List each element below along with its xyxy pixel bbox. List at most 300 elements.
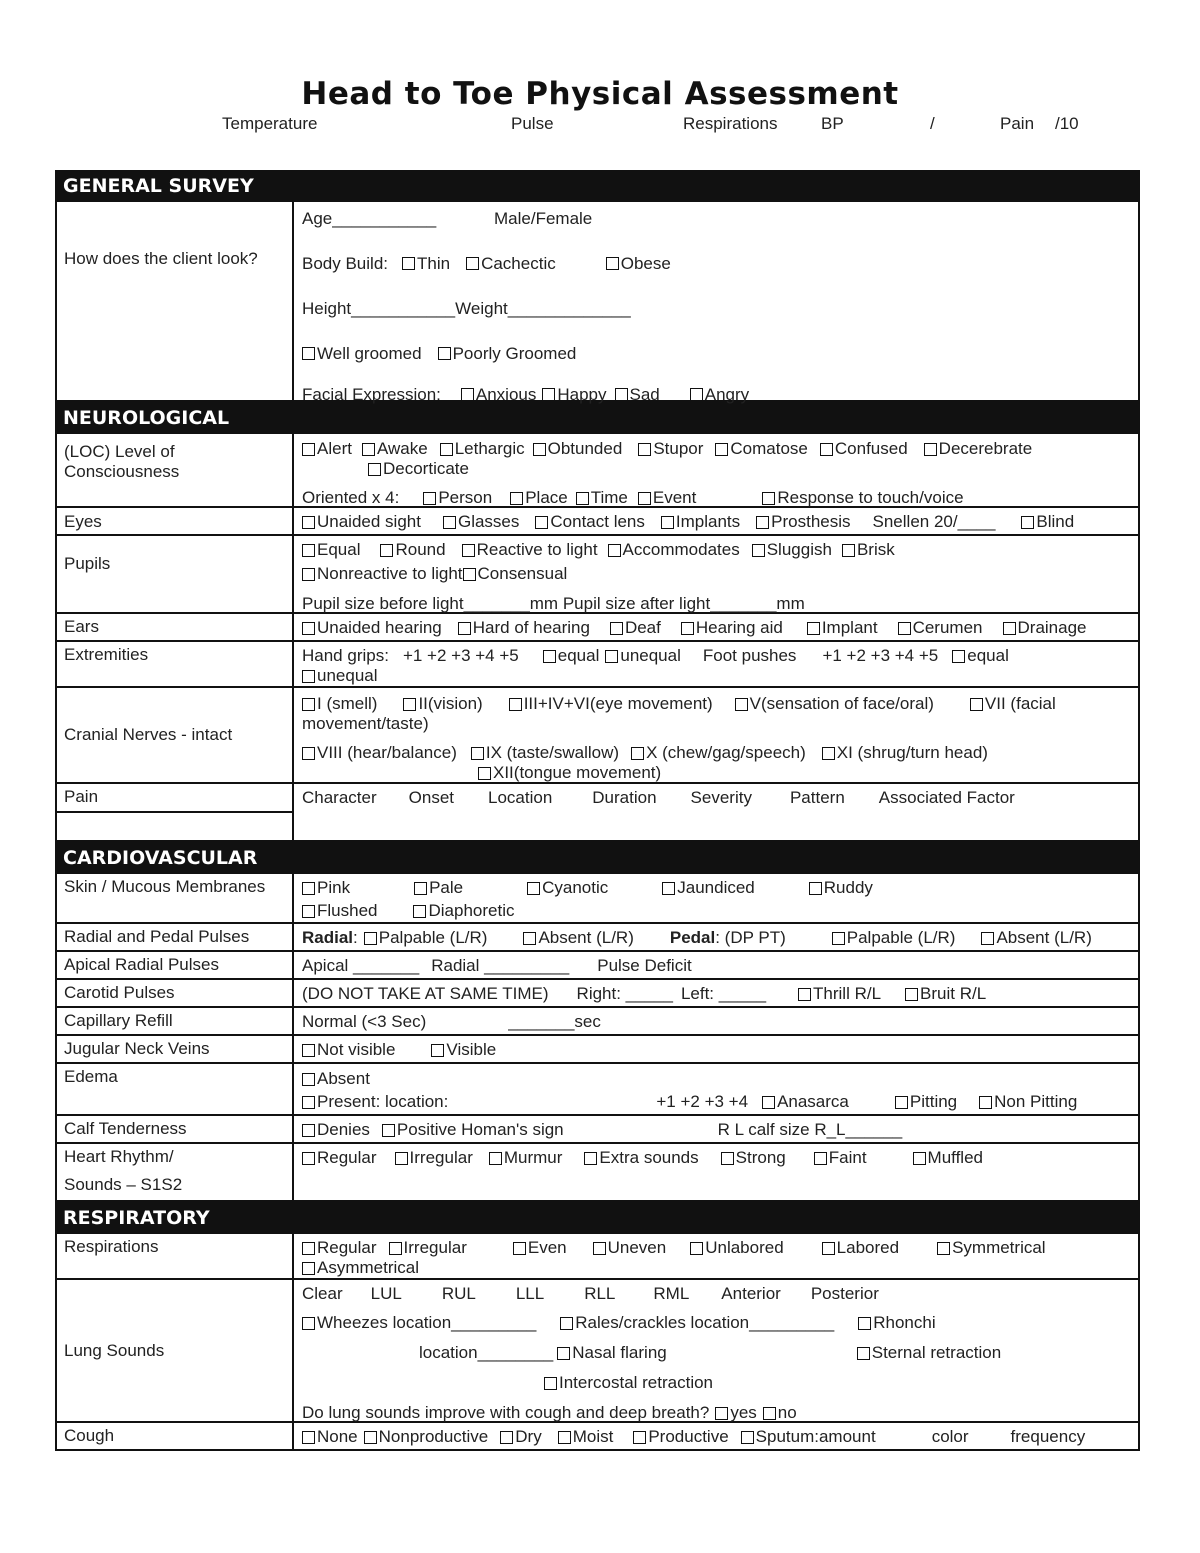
option-label: Prosthesis — [771, 512, 851, 531]
height-field[interactable]: Height___________ — [302, 298, 456, 318]
option-label: Thin — [417, 253, 451, 273]
lung-rll[interactable]: RLL — [584, 1284, 616, 1303]
radial-pedal-label: Radial and Pedal Pulses — [57, 924, 294, 950]
pain-blank-cell[interactable] — [57, 811, 292, 843]
cranial-nerves-text: Cranial Nerves - intact — [64, 725, 233, 744]
symmetrical-checkbox[interactable] — [937, 1242, 950, 1255]
moist-checkbox[interactable] — [558, 1431, 571, 1444]
strong-checkbox[interactable] — [721, 1152, 734, 1165]
edema-absent-checkbox[interactable] — [302, 1073, 315, 1086]
option-label: Implants — [675, 512, 741, 531]
nonproductive-checkbox[interactable] — [364, 1431, 377, 1444]
skin-row — [55, 874, 1140, 924]
option-label: equal — [557, 646, 600, 665]
radial-pedal-row — [55, 924, 1140, 952]
option-label: Regular — [317, 1238, 377, 1257]
cough-label: Cough — [57, 1423, 294, 1449]
hand-equal-checkbox[interactable] — [543, 650, 556, 663]
sad-checkbox[interactable] — [615, 388, 628, 401]
asymmetrical-checkbox[interactable] — [302, 1262, 315, 1275]
option-label: Unaided sight — [317, 512, 421, 531]
snellen-field[interactable]: Snellen 20/____ — [872, 512, 996, 531]
option-label: Rales/crackles location_________ — [575, 1313, 835, 1332]
place-checkbox[interactable] — [510, 492, 523, 505]
body-build-label: Body Build: — [302, 253, 388, 273]
equal-checkbox[interactable] — [302, 544, 315, 557]
carotid-left-field[interactable]: Left: _____ — [680, 984, 767, 1003]
option-label: Intercostal retraction — [559, 1373, 714, 1392]
option-label: Response to touch/voice — [777, 488, 964, 507]
extremities-content — [294, 642, 1138, 686]
option-label: Rhonchi — [873, 1313, 936, 1332]
capillary-normal: Normal (<3 Sec) — [302, 1012, 427, 1031]
option-label: Equal — [317, 540, 361, 559]
option-label: Thrill R/L — [813, 984, 882, 1003]
option-label: Absent (L/R) — [996, 928, 1092, 947]
sex-field[interactable]: Male/Female — [494, 208, 593, 228]
option-label: Positive Homan's sign — [396, 1120, 564, 1139]
carotid-row — [55, 980, 1140, 1008]
option-label: Decorticate — [383, 459, 469, 478]
sputum-color: color — [931, 1427, 969, 1446]
option-label: Nonreactive to light — [317, 564, 463, 583]
jaundiced-checkbox[interactable] — [662, 882, 675, 895]
capillary-label: Capillary Refill — [57, 1008, 294, 1034]
general-survey-content — [294, 202, 1138, 404]
lung-rul[interactable]: RUL — [441, 1284, 476, 1303]
option-label: Uneven — [607, 1238, 667, 1257]
option-label: Happy — [557, 384, 607, 404]
option-label: Comatose — [730, 439, 808, 458]
decorticate-checkbox[interactable] — [368, 463, 381, 476]
cn-xii-checkbox[interactable] — [478, 767, 491, 780]
labored-checkbox[interactable] — [822, 1242, 835, 1255]
carotid-note: (DO NOT TAKE AT SAME TIME) — [302, 984, 549, 1003]
angry-checkbox[interactable] — [690, 388, 703, 401]
heart-label-line2: Sounds – S1S2 — [64, 1175, 183, 1194]
option-label: Regular — [317, 1148, 377, 1167]
cn-v-checkbox[interactable] — [735, 698, 748, 711]
option-label: Blind — [1036, 512, 1075, 531]
nasal-flaring-checkbox[interactable] — [557, 1347, 570, 1360]
cranial-nerves-row — [55, 688, 1140, 784]
anxious-checkbox[interactable] — [461, 388, 474, 401]
option-label: Moist — [572, 1427, 614, 1446]
hard-of-hearing-checkbox[interactable] — [458, 622, 471, 635]
cranial-nerves-label — [57, 688, 294, 782]
option-label: Lethargic — [454, 439, 525, 458]
loc-label: (LOC) Level of Consciousness — [57, 434, 294, 506]
foot-pushes-label: Foot pushes — [702, 646, 797, 665]
pain-location: Location — [488, 788, 553, 807]
flushed-checkbox[interactable] — [302, 905, 315, 918]
radial-pedal-content: Radial : Palpable (L/R) Absent (L/R) Pedal : (DP PT) Palpable (L/R) Absent (L/R) — [302, 928, 1092, 947]
option-label: VII (facial — [984, 694, 1056, 713]
heart-content — [294, 1144, 1138, 1200]
unaided-hearing-checkbox[interactable] — [302, 622, 315, 635]
response-checkbox[interactable] — [762, 492, 775, 505]
option-label: Well groomed — [317, 343, 422, 363]
contact-lens-checkbox[interactable] — [535, 516, 548, 529]
apical-radial-row — [55, 952, 1140, 980]
capillary-content — [294, 1008, 1138, 1034]
option-label: Even — [527, 1238, 567, 1257]
carotid-content — [294, 980, 1138, 1006]
lung-sounds-row — [55, 1280, 1140, 1423]
cerumen-checkbox[interactable] — [898, 622, 911, 635]
visible-checkbox[interactable] — [431, 1044, 444, 1057]
option-label: Sternal retraction — [871, 1343, 1002, 1362]
option-label: Hard of hearing — [472, 618, 590, 637]
option-label: Glasses — [457, 512, 520, 531]
round-checkbox[interactable] — [380, 544, 393, 557]
option-label: no — [777, 1403, 797, 1422]
option-label: Sputum:amount — [755, 1427, 876, 1446]
option-label: Hearing aid — [695, 618, 783, 637]
option-label: Time — [590, 488, 628, 507]
option-label: Event — [652, 488, 697, 507]
option-label: yes — [730, 1403, 757, 1422]
foot-unequal-checkbox[interactable] — [302, 670, 315, 683]
cn-xi-checkbox[interactable] — [822, 747, 835, 760]
option-label: Not visible — [317, 1040, 396, 1059]
section-header-general-survey: GENERAL SURVEY — [55, 170, 1140, 202]
pitting-checkbox[interactable] — [895, 1096, 908, 1109]
cn-iii-checkbox[interactable] — [509, 698, 522, 711]
uneven-checkbox[interactable] — [593, 1242, 606, 1255]
option-label: unequal — [620, 646, 681, 665]
bp-label: BP — [821, 114, 844, 133]
cn-i-checkbox[interactable] — [302, 698, 315, 711]
apical-radial-content — [294, 952, 1138, 978]
happy-checkbox[interactable] — [542, 388, 555, 401]
non-pitting-checkbox[interactable] — [979, 1096, 992, 1109]
even-checkbox[interactable] — [513, 1242, 526, 1255]
obese-checkbox[interactable] — [606, 257, 619, 270]
carotid-label: Carotid Pulses — [57, 980, 294, 1006]
person-checkbox[interactable] — [423, 492, 436, 505]
option-label: Denies — [317, 1120, 370, 1139]
option-label: Alert — [317, 439, 352, 458]
option-label: None — [317, 1427, 358, 1446]
age-field[interactable]: Age___________ — [302, 208, 437, 228]
option-label: Nonproductive — [378, 1427, 489, 1446]
not-visible-checkbox[interactable] — [302, 1044, 315, 1057]
edema-row — [55, 1064, 1140, 1116]
hand-grip-grades: +1 +2 +3 +4 +5 — [402, 646, 519, 665]
calf-content — [294, 1116, 1138, 1142]
calf-size-field[interactable]: R L calf size R_L______ — [717, 1120, 903, 1139]
murmur-checkbox[interactable] — [489, 1152, 502, 1165]
radial-absent-checkbox[interactable] — [523, 932, 536, 945]
option-label: Irregular — [403, 1238, 467, 1257]
cough-row — [55, 1423, 1140, 1451]
glasses-checkbox[interactable] — [443, 516, 456, 529]
drainage-checkbox[interactable] — [1003, 622, 1016, 635]
regular-resp-checkbox[interactable] — [302, 1242, 315, 1255]
option-label: XII(tongue movement) — [493, 763, 662, 782]
no-checkbox[interactable] — [763, 1407, 776, 1420]
unaided-sight-checkbox[interactable] — [302, 516, 315, 529]
option-label: Contact lens — [550, 512, 645, 531]
edema-label: Edema — [57, 1064, 294, 1114]
none-checkbox[interactable] — [302, 1431, 315, 1444]
option-label: Bruit R/L — [920, 984, 987, 1003]
option-label: Place — [525, 488, 568, 507]
heart-label-line1: Heart Rhythm/ — [64, 1147, 174, 1166]
intercostal-retraction-checkbox[interactable] — [544, 1377, 557, 1390]
thrill-checkbox[interactable] — [798, 988, 811, 1001]
heart-row — [55, 1144, 1140, 1202]
option-label: Ruddy — [823, 878, 873, 897]
option-label: Dry — [515, 1427, 542, 1446]
option-label: Unaided hearing — [317, 618, 442, 637]
lung-clear[interactable]: Clear — [302, 1284, 343, 1303]
option-label: Anxious — [475, 384, 537, 404]
respirations-row — [55, 1234, 1140, 1280]
pink-checkbox[interactable] — [302, 882, 315, 895]
option-label: Pitting — [909, 1092, 958, 1111]
option-label: Palpable (L/R) — [846, 928, 956, 947]
option-label: III+IV+VI(eye movement) — [523, 694, 713, 713]
accommodates-checkbox[interactable] — [608, 544, 621, 557]
pedal-label: Pedal — [669, 928, 716, 947]
cn-ix-checkbox[interactable] — [471, 747, 484, 760]
capillary-sec-field[interactable]: _______sec — [508, 1012, 601, 1031]
confused-checkbox[interactable] — [820, 443, 833, 456]
jugular-content — [294, 1036, 1138, 1062]
dry-checkbox[interactable] — [500, 1431, 513, 1444]
obtunded-checkbox[interactable] — [533, 443, 546, 456]
option-label: Person — [438, 488, 493, 507]
eyes-content — [294, 508, 1138, 534]
option-label: Cyanotic — [542, 878, 609, 897]
option-label: Implant — [821, 618, 878, 637]
diaphoretic-checkbox[interactable] — [413, 905, 426, 918]
option-label: Asymmetrical — [317, 1258, 420, 1277]
extremities-label: Extremities — [57, 642, 294, 686]
option-label: Angry — [704, 384, 750, 404]
regular-rhythm-checkbox[interactable] — [302, 1152, 315, 1165]
temperature-label: Temperature — [222, 114, 318, 133]
sluggish-checkbox[interactable] — [752, 544, 765, 557]
sputum-checkbox[interactable] — [741, 1431, 754, 1444]
foot-equal-checkbox[interactable] — [952, 650, 965, 663]
pedal-absent-checkbox[interactable] — [981, 932, 994, 945]
hand-unequal-checkbox[interactable] — [605, 650, 618, 663]
lung-rml[interactable]: RML — [653, 1284, 690, 1303]
calf-row — [55, 1116, 1140, 1144]
pedal-palpable-checkbox[interactable] — [832, 932, 845, 945]
heart-label — [57, 1144, 294, 1200]
faint-checkbox[interactable] — [814, 1152, 827, 1165]
carotid-right-field[interactable]: Right: _____ — [576, 984, 673, 1003]
radial-label: Radial — [302, 928, 354, 947]
yes-checkbox[interactable] — [715, 1407, 728, 1420]
option-label: Brisk — [856, 540, 895, 559]
option-label: Round — [395, 540, 446, 559]
event-checkbox[interactable] — [638, 492, 651, 505]
ruddy-checkbox[interactable] — [809, 882, 822, 895]
comatose-checkbox[interactable] — [715, 443, 728, 456]
option-label: Consensual — [477, 564, 568, 583]
section-header-cardiovascular: CARDIOVASCULAR — [55, 842, 1140, 874]
pain-character: Character — [302, 788, 377, 807]
option-label: Non Pitting — [994, 1092, 1078, 1111]
option-label: Strong — [735, 1148, 786, 1167]
pupil-size-field[interactable]: Pupil size before light_______mm Pupil size after light_______mm — [302, 594, 805, 613]
consensual-checkbox[interactable] — [463, 568, 476, 581]
prosthesis-checkbox[interactable] — [756, 516, 769, 529]
unlabored-checkbox[interactable] — [690, 1242, 703, 1255]
option-label: Jaundiced — [677, 878, 755, 897]
poorly-groomed-checkbox[interactable] — [438, 347, 451, 360]
pain-associated: Associated Factor — [878, 788, 1015, 807]
respirations-label: Respirations — [57, 1234, 294, 1278]
irregular-resp-checkbox[interactable] — [389, 1242, 402, 1255]
cn-ii-checkbox[interactable] — [403, 698, 416, 711]
lung-sounds-content — [294, 1280, 1138, 1421]
loc-content — [294, 434, 1138, 506]
option-label: Poorly Groomed — [452, 343, 577, 363]
lethargic-checkbox[interactable] — [440, 443, 453, 456]
muffled-checkbox[interactable] — [913, 1152, 926, 1165]
section-header-neurological: NEUROLOGICAL — [55, 402, 1140, 434]
option-label: Muffled — [927, 1148, 983, 1167]
radial-field[interactable]: Radial _________ — [431, 956, 570, 975]
pupils-row — [55, 536, 1140, 614]
pain-scale: /10 — [1055, 114, 1079, 133]
eyes-row — [55, 508, 1140, 536]
pain-label: Pain — [1000, 114, 1035, 133]
rales-checkbox[interactable] — [560, 1317, 573, 1330]
option-label: Absent — [317, 1069, 370, 1088]
pale-checkbox[interactable] — [414, 882, 427, 895]
lung-posterior[interactable]: Posterior — [810, 1284, 879, 1303]
option-label: II(vision) — [418, 694, 483, 713]
rhonchi-location-field[interactable]: location________ — [419, 1343, 554, 1362]
lung-lul[interactable]: LUL — [370, 1284, 402, 1303]
irregular-rhythm-checkbox[interactable] — [395, 1152, 408, 1165]
wheezes-checkbox[interactable] — [302, 1317, 315, 1330]
radial-palpable-checkbox[interactable] — [364, 932, 377, 945]
option-label: Murmur — [503, 1148, 563, 1167]
option-label: Anasarca — [777, 1092, 849, 1111]
awake-checkbox[interactable] — [362, 443, 375, 456]
option-label: Sluggish — [766, 540, 832, 559]
option-label: Awake — [376, 439, 428, 458]
capillary-row — [55, 1008, 1140, 1036]
denies-checkbox[interactable] — [302, 1124, 315, 1137]
cachectic-checkbox[interactable] — [466, 257, 479, 270]
foot-push-grades: +1 +2 +3 +4 +5 — [822, 646, 939, 665]
bp-slash: / — [930, 114, 935, 133]
option-label: Reactive to light — [476, 540, 598, 559]
ears-label: Ears — [57, 614, 294, 640]
option-label: Irregular — [409, 1148, 473, 1167]
option-label: Faint — [828, 1148, 867, 1167]
option-label: Pale — [429, 878, 464, 897]
cn-x-checkbox[interactable] — [631, 747, 644, 760]
anasarca-checkbox[interactable] — [762, 1096, 775, 1109]
option-label: Cachectic — [481, 253, 556, 273]
pain-duration: Duration — [592, 788, 657, 807]
page-title: Head to Toe Physical Assessment — [301, 76, 899, 112]
pupils-content — [294, 536, 1138, 612]
bruit-checkbox[interactable] — [905, 988, 918, 1001]
option-label: Cerumen — [912, 618, 983, 637]
option-label: Symmetrical — [952, 1238, 1046, 1257]
apical-radial-label: Apical Radial Pulses — [57, 952, 294, 978]
assessment-form — [55, 170, 1140, 1451]
option-label: equal — [967, 646, 1009, 665]
option-label: VIII (hear/balance) — [317, 743, 457, 762]
weight-field[interactable]: Weight_____________ — [455, 298, 631, 318]
pain-pattern: Pattern — [789, 788, 845, 807]
apical-field[interactable]: Apical _______ — [302, 956, 420, 975]
implants-checkbox[interactable] — [661, 516, 674, 529]
option-label: XI (shrug/turn head) — [836, 743, 988, 762]
rhonchi-checkbox[interactable] — [858, 1317, 871, 1330]
hearing-aid-checkbox[interactable] — [681, 622, 694, 635]
sternal-retraction-checkbox[interactable] — [857, 1347, 870, 1360]
cn-vii-continued: movement/taste) — [302, 714, 429, 733]
homans-checkbox[interactable] — [382, 1124, 395, 1137]
edema-present-checkbox[interactable] — [302, 1096, 315, 1109]
time-checkbox[interactable] — [576, 492, 589, 505]
pupils-label: Pupils — [57, 536, 294, 612]
facial-expression-label: Facial Expression: — [302, 384, 441, 404]
well-groomed-checkbox[interactable] — [302, 347, 315, 360]
lung-anterior[interactable]: Anterior — [721, 1284, 781, 1303]
option-label: Labored — [836, 1238, 900, 1257]
decerebrate-checkbox[interactable] — [924, 443, 937, 456]
cn-vii-checkbox[interactable] — [970, 698, 983, 711]
option-label: V(sensation of face/oral) — [749, 694, 934, 713]
loc-row — [55, 434, 1140, 508]
implant-checkbox[interactable] — [807, 622, 820, 635]
alert-checkbox[interactable] — [302, 443, 315, 456]
stupor-checkbox[interactable] — [638, 443, 651, 456]
option-label: Pink — [317, 878, 351, 897]
option-label: unequal — [317, 666, 378, 685]
extra-sounds-checkbox[interactable] — [584, 1152, 597, 1165]
blind-checkbox[interactable] — [1021, 516, 1034, 529]
nonreactive-checkbox[interactable] — [302, 568, 315, 581]
edema-content — [294, 1064, 1138, 1114]
option-label: Wheezes location_________ — [317, 1313, 537, 1332]
cyanotic-checkbox[interactable] — [527, 882, 540, 895]
cn-viii-checkbox[interactable] — [302, 747, 315, 760]
thin-checkbox[interactable] — [402, 257, 415, 270]
option-label: Palpable (L/R) — [378, 928, 488, 947]
reactive-checkbox[interactable] — [462, 544, 475, 557]
option-label: Obtunded — [547, 439, 623, 458]
option-label: Sad — [629, 384, 660, 404]
option-label: Present: location: — [317, 1092, 449, 1111]
option-label: Productive — [648, 1427, 729, 1446]
brisk-checkbox[interactable] — [842, 544, 855, 557]
lung-lll[interactable]: LLL — [515, 1284, 545, 1303]
deaf-checkbox[interactable] — [610, 622, 623, 635]
hand-grips-label: Hand grips: — [302, 646, 389, 665]
option-label: Accommodates — [622, 540, 740, 559]
pain-row — [55, 784, 1140, 842]
oriented-label: Oriented x 4: — [302, 488, 400, 507]
pedal-sites: : (DP PT) — [715, 928, 786, 947]
productive-checkbox[interactable] — [633, 1431, 646, 1444]
pain-label-cell — [57, 784, 294, 840]
